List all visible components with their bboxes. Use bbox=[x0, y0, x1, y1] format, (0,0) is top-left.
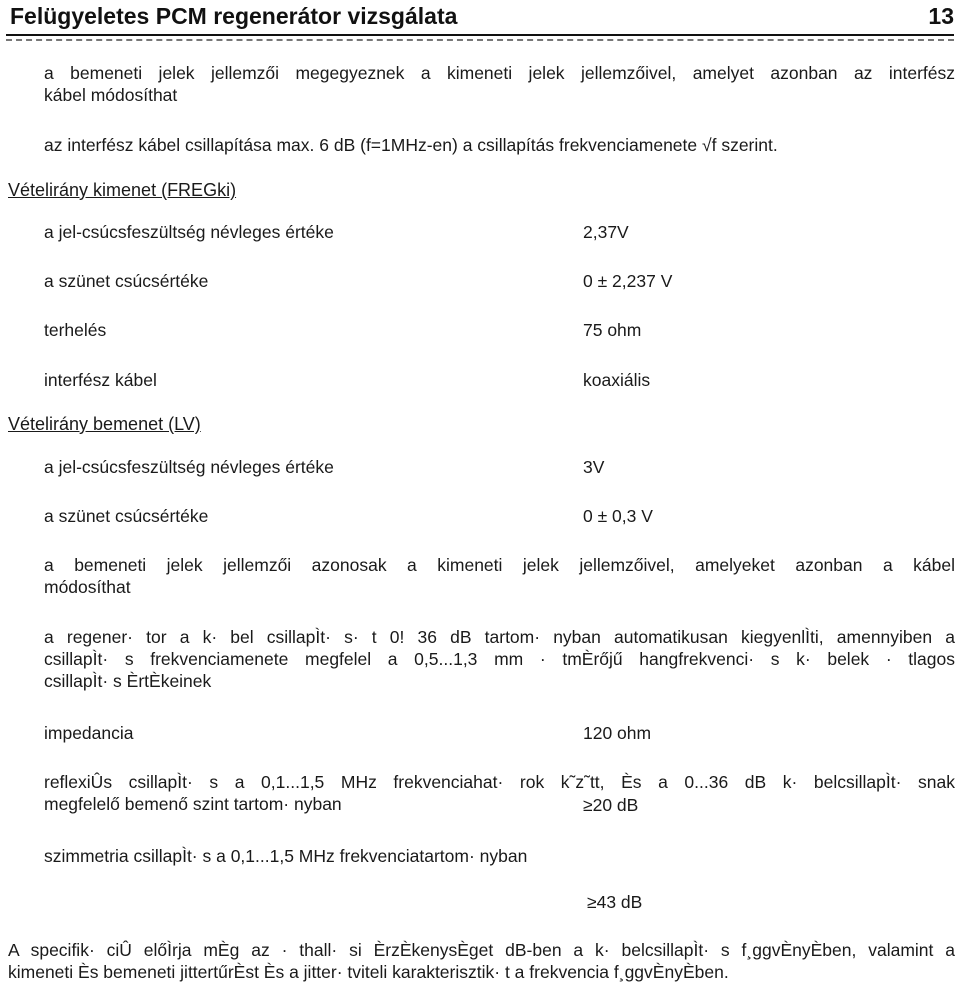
output-label-cable: interfész kábel bbox=[44, 370, 157, 390]
page-number: 13 bbox=[928, 3, 954, 29]
intro-paragraph-1: a bemeneti jelek jellemzői megegyeznek a kimeneti jelek jellemzőivel, amelyet azonban az interfész kábel módosíthat bbox=[44, 63, 955, 105]
symmetry-loss-value: ≥43 dB bbox=[587, 892, 643, 912]
impedance-label: impedancia bbox=[44, 723, 134, 743]
output-value-load: 75 ohm bbox=[583, 320, 642, 340]
page-title: Felügyeletes PCM regenerátor vizsgálata bbox=[10, 3, 458, 29]
paragraph-regenerator-equalization: a regener· tor a k· bel csillapÌt· s· t 0! 36 dB tartom· nyban automatikusan kiegyenlÌti, amennyiben a csillapÌt· s frekvenciamenete megfelel a 0,5...1,3 mm · tmÈrőjű hangfrekvenci· s k· belek · tlagos csillapÌt· s ÈrtÈkeinek bbox=[44, 627, 955, 691]
impedance-value: 120 ohm bbox=[583, 723, 652, 743]
input-value-space-peak: 0 ± 0,3 V bbox=[583, 506, 653, 526]
paragraph-specification-note: A specifik· ciÛ előÌrja mÈg az · thall· si ÈrzÈkenysÈget dB-ben a k· belcsillapÌt· s f¸ggvÈnyÈben, valamint a kimeneti Ès bemeneti jittertűrÈst Ès a jitter· tviteli karakterisztik· t a frekvencia f¸ggvÈnyÈben. bbox=[8, 940, 955, 982]
input-label-space-peak: a szünet csúcsértéke bbox=[44, 506, 209, 526]
output-label-load: terhelés bbox=[44, 320, 107, 340]
output-label-peak-voltage: a jel-csúcsfeszültség névleges értéke bbox=[44, 222, 334, 242]
page-header bbox=[6, 0, 954, 36]
paragraph-cable-modification: a bemeneti jelek jellemzői azonosak a kimeneti jelek jellemzőivel, amelyeket azonban a kábel módosíthat bbox=[44, 555, 955, 597]
return-loss-value: ≥20 dB bbox=[583, 795, 639, 815]
input-value-peak-voltage: 3V bbox=[583, 457, 605, 477]
output-value-space-peak: 0 ± 2,237 V bbox=[583, 271, 673, 291]
paragraph-return-loss: reflexiÛs csillapÌt· s a 0,1...1,5 MHz frekvenciahat· rok k˜z˜tt, Ès a 0...36 dB k· belcsillapÌt· snak megfelelő bemenő szint tartom· nyban bbox=[44, 772, 955, 814]
symmetry-loss-label: szimmetria csillapÌt· s a 0,1...1,5 MHz frekvenciatartom· nyban bbox=[44, 846, 528, 866]
section-heading-input: Vételirány bemenet (LV) bbox=[8, 414, 201, 434]
section-heading-output: Vételirány kimenet (FREGki) bbox=[8, 180, 237, 200]
input-label-peak-voltage: a jel-csúcsfeszültség névleges értéke bbox=[44, 457, 334, 477]
header-dashed-divider bbox=[6, 39, 954, 41]
output-value-peak-voltage: 2,37V bbox=[583, 222, 629, 242]
output-value-cable: koaxiális bbox=[583, 370, 651, 390]
output-label-space-peak: a szünet csúcsértéke bbox=[44, 271, 209, 291]
intro-paragraph-2: az interfész kábel csillapítása max. 6 dB (f=1MHz-en) a csillapítás frekvenciamenete √f szerint. bbox=[44, 135, 778, 155]
